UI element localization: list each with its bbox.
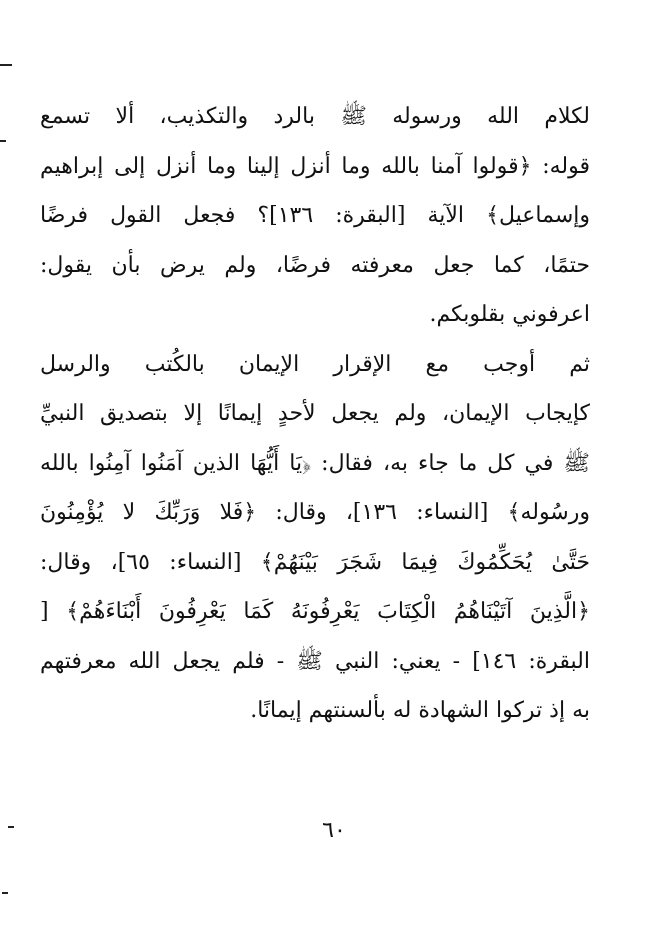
margin-mark bbox=[2, 892, 8, 894]
text-line: كإيجاب الإيمان، ولم يجعل لأحدٍ إيمانًا إلا بتصديق النبيِّ bbox=[40, 401, 590, 426]
page-number: ٦٠ bbox=[322, 818, 346, 843]
margin-mark bbox=[0, 64, 12, 66]
text-line: وإسماعيل﴾ الآية [البقرة: ١٣٦]؟ فجعل القول فرضًا bbox=[40, 203, 590, 228]
margin-mark bbox=[0, 140, 6, 142]
text-line: حَتَّىٰ يُحَكِّمُوكَ فِيمَا شَجَرَ بَيْنَهُمْ﴾ [النساء: ٦٥]، وقال: bbox=[40, 549, 590, 575]
text-line: به إذ تركوا الشهادة له بألسنتهم إيمانًا. bbox=[250, 698, 590, 723]
body-text bbox=[40, 92, 590, 736]
text-line: ﴿الَّذِينَ آتَيْنَاهُمُ الْكِتَابَ يَعْرِفُونَهُ كَمَا يَعْرِفُونَ أَبْنَاءَهُمْ﴾ [ bbox=[40, 599, 590, 624]
text-line: ورسُوله﴾ [النساء: ١٣٦]، وقال: ﴿فَلا وَرَبِّكَ لا يُؤْمِنُونَ bbox=[40, 500, 590, 525]
text-line: لكلام الله ورسوله ﷺ بالرد والتكذيب، ألا تسمع bbox=[40, 104, 590, 129]
text-line: ﷺ في كل ما جاء به، فقال: ﴿يَا أَيُّهَا الذين آمَنُوا آمِنُوا بالله bbox=[40, 450, 590, 476]
text-line: حتمًا، كما جعل معرفته فرضًا، ولم يرض بأن يقول: bbox=[40, 252, 590, 278]
text-line: البقرة: ١٤٦] - يعني: النبي ﷺ - فلم يجعل الله معرفتهم bbox=[40, 648, 590, 674]
text-line: قوله: ﴿قولوا آمنا بالله وما أنزل إلينا وما أنزل إلى إبراهيم bbox=[40, 153, 590, 179]
text-line: ثم أوجب مع الإقرار الإيمان بالكُتب والرسل bbox=[40, 351, 590, 377]
text-line: اعرفوني بقلوبكم. bbox=[429, 302, 590, 327]
